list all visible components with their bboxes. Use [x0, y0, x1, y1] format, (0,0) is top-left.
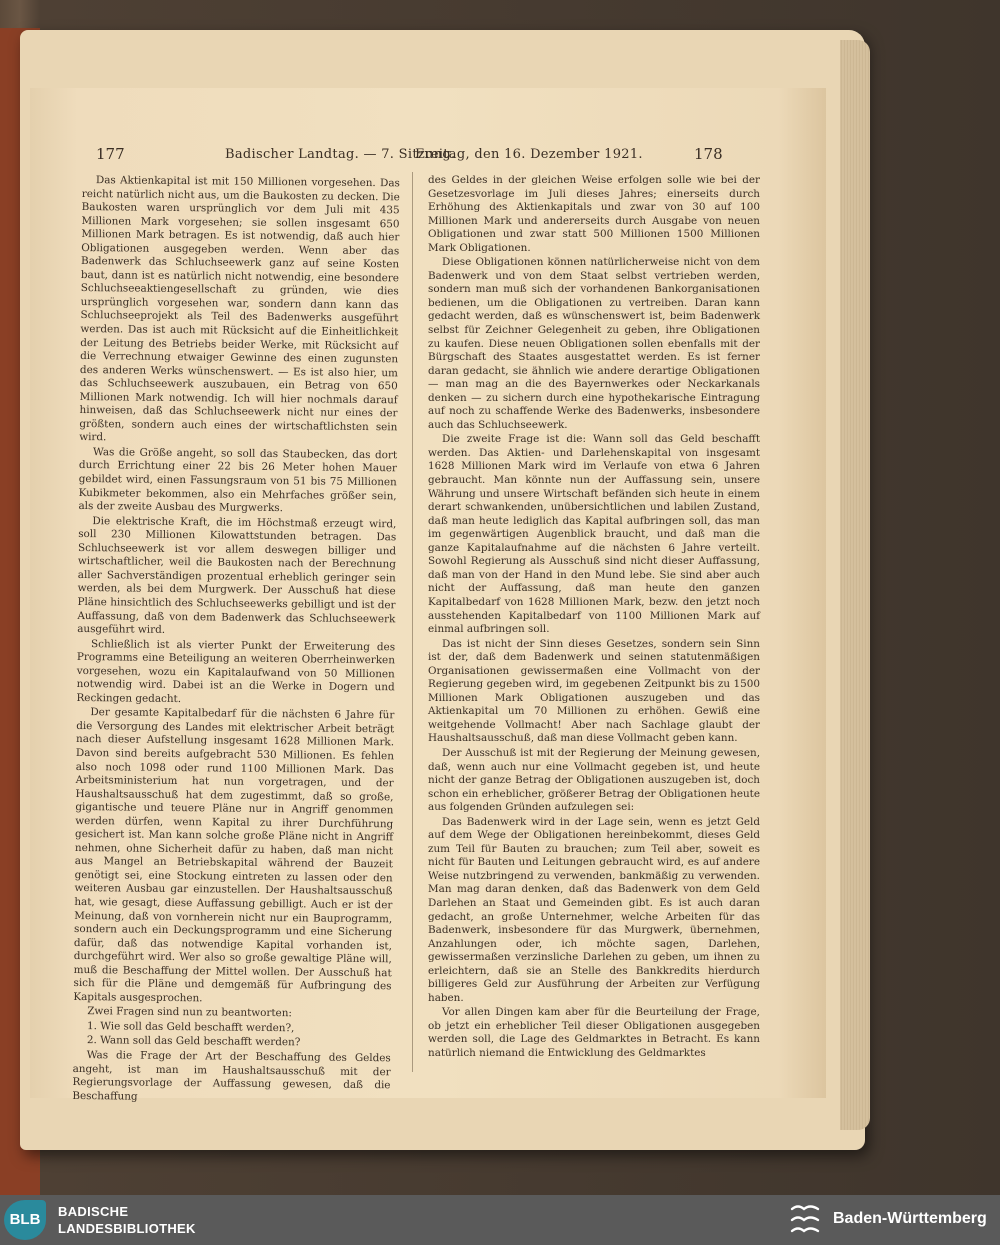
paragraph: Diese Obligationen können natürlicherweise nicht von dem Badenwerk und von dem Staat selbst vertrieben werden, sondern man muß sich der vorhandenen Bankorganisationen bedienen, um die Obligationen zu vertreiben. Daran kann gedacht werden, daß es wünschenswert ist, beim Badenwerk selbst für Zeichner Gelegenheit zu geben, ihre Obligationen zu kaufen. Diese neuen Obligationen sollen ebenfalls mit der Bürgschaft des Staates ausgestattet werden. Es ist ferner daran gedacht, sie ähnlich wie andere derartige Obligationen — man mag an die des Bayernwerkes oder Neckarkanals denken — zu sichern durch eine hypothekarische Eintragung auf noch zu schaffende Werke des Badenwerks, insbesondere auch das Schluchseewerk.	[428, 256, 760, 431]
page-edges	[840, 40, 870, 1130]
paragraph: Zwei Fragen sind nun zu beantworten:	[87, 1005, 292, 1020]
running-title-left: Badischer Landtag. — 7. Sitzung.	[225, 147, 456, 162]
paragraph: Das Aktienkapital ist mit 150 Millionen vorgesehen. Das reicht natürlich nicht aus, um die Baukosten zu decken. Die Baukosten waren ursprünglich vor dem Juli mit 435 Millionen Mark vorgesehen; sie sollen insgesamt 650 Millionen Mark betragen. Es ist notwendig, daß auch hier Obligationen ausgegeben werden. Wenn aber das Badenwerk das Schluchseewerk ganz auf seine Kosten baut, dann ist es natürlich nicht notwendig, eine besondere Schluchseeaktiengesellschaft zu gründen, wie dies ursprünglich vorgesehen war, sondern dann kann das Schluchseeprojekt als Teil des Badenwerks ausgeführt werden. Das ist auch mit Rücksicht auf die Einheitlichkeit der Leitung des Betriebs beider Werke, mit Rücksicht auf die Verrechnung etwaiger Gewinne des einen zugunsten des anderen Werks wünschenswert. — Es ist also hier, um das Schluchseewerk auszubauen, ein Betrag von 650 Millionen Mark notwendig. Ich will hier nochmals darauf hinweisen, daß das Schluchseewerk nicht nur eines der größten, sondern auch eines der wirtschaftlichsten sein wird.	[79, 174, 400, 444]
paragraph: Schließlich ist als vierter Punkt der Erweiterung des Programms eine Beteiligung an weiteren Oberrheinwerken vorgesehen, wozu ein Kapitalaufwand von 50 Millionen notwendig wird. Dabei ist an die Werke in Dogern und Reckingen gedacht.	[76, 637, 396, 705]
library-name-line1: BADISCHE	[58, 1204, 129, 1219]
running-header	[30, 145, 826, 167]
paragraph: Der Ausschuß ist mit der Regierung der Meinung gewesen, daß, wenn auch nur eine Vollmacht gegeben ist, und heute nicht der ganze Betrag der Obligationen auszugeben ist, doch schon ein erheblicher, größerer Betrag der Obligationen heute aus folgenden Gründen aufzulegen sei:	[428, 746, 760, 814]
document-page	[30, 88, 826, 1103]
paragraph: Die zweite Frage ist die: Wann soll das Geld beschafft werden. Das Aktien- und Darlehenskapital von insgesamt 1628 Millionen Mark wird im Verlaufe von etwa 6 Jahren gebraucht. Man könnte nun der Auffassung sein, unsere Währung und unsere Wirtschaft befänden sich heute in einem derart schwankenden, unübersichtlichen und labilen Zustand, daß man heute lediglich das Kapital aufbringen soll, das man im gegenwärtigen Augenblick braucht, und daß man die ganze Kapitalaufnahme auf die nächsten 6 Jahre verteilt. Sowohl Regierung als Ausschuß sind nicht dieser Auffassung, daß man von der Hand in den Mund lebe. Sie sind aber auch nicht der Auffassung, daß man heute den ganzen Kapitalbedarf von 1628 Millionen Mark, bezw. den jetzt noch ausstehenden Kapitalbedarf von 1100 Millionen Mark auf einmal aufbringen soll.	[428, 433, 760, 636]
blb-logo[interactable]: BLB	[4, 1200, 46, 1240]
column-divider	[412, 172, 413, 1072]
running-title-right: Freitag, den 16. Dezember 1921.	[415, 147, 643, 162]
paragraph: Das Badenwerk wird in der Lage sein, wenn es jetzt Geld auf dem Wege der Obligationen hereinbekommt, dieses Geld zum Teil für Bauten zu brauchen; zum Teil aber, soweit es nicht für Bauten und Leitungen gebraucht wird, es auf andere Weise nutzbringend zu verwenden, bankmäßig zu verwenden. Man mag daran denken, daß das Badenwerk von dem Geld Darlehen an Staat und Gemeinden gibt. Es ist auch daran gedacht, an große Unternehmer, welche Arbeiten für das Badenwerk, insbesondere für das Murgwerk, übernehmen, Anzahlungen oder, ich möchte sagen, Darlehen, gewissermaßen verzinsliche Darlehen zu geben, um ihnen zu erleichtern, daß sie an Stelle des Bankkredits hierdurch billigeres Geld zur Ausführung der Arbeiten zur Verfügung haben.	[428, 815, 760, 1004]
text-column-right	[428, 174, 760, 1061]
paragraph: Vor allen Dingen kam aber für die Beurteilung der Frage, ob jetzt ein erheblicher Teil dieser Obligationen ausgegeben werden soll, die Lage des Geldmarktes in Betracht. Es kann natürlich niemand die Entwicklung des Geldmarktes	[428, 1006, 760, 1059]
library-name-line2: LANDESBIBLIOTHEK	[58, 1221, 196, 1236]
lion-emblem-icon	[788, 1201, 822, 1239]
paragraph: des Geldes in der gleichen Weise erfolgen solle wie bei der Gesetzesvorlage im Juli dieses Jahres; einerseits durch Erhöhung des Aktienkapitals und zwar von 30 auf 100 Millionen Mark und andererseits durch Ausgabe von neuen Obligationen und zwar statt 500 Millionen 1500 Millionen Mark Obligationen.	[428, 174, 760, 254]
page-number-right: 178	[694, 145, 723, 163]
paragraph: 2. Wann soll das Geld beschafft werden?	[86, 1034, 301, 1049]
paragraph: Was die Frage der Art der Beschaffung des Geldes angeht, ist man im Haushaltsausschuß mit der Regierungsvorlage der Auffassung gewesen, daß die Beschaffung	[72, 1049, 391, 1103]
footer-bar	[0, 1195, 1000, 1245]
paragraph: Das ist nicht der Sinn dieses Gesetzes, sondern sein Sinn ist der, daß dem Badenwerk und seinen statutenmäßigen Organisationen gewissermaßen eine Vollmacht von der Regierung gegeben wird, im gegebenen Zeitpunkt bis zu 1500 Millionen Mark Obligationen auszugeben und das Aktienkapital um 70 Millionen zu erhöhen. Gewiß eine weitgehende Vollmacht! Aber nach Sachlage glaubt der Haushaltsausschuß, daß man diese Vollmacht geben kann.	[428, 637, 760, 745]
text-column-left	[72, 174, 400, 1106]
paragraph: Was die Größe angeht, so soll das Staubecken, das dort durch Errichtung einer 22 bis 26 Meter hohen Mauer gebildet wird, einen Fassungsraum von 51 bis 75 Millionen Kubikmeter bekommen, also ein Mehrfaches größer sein, als der zweite Ausbau des Murgwerks.	[78, 446, 398, 515]
paragraph: Der gesamte Kapitalbedarf für die nächsten 6 Jahre für die Versorgung des Landes mit elektrischer Arbeit beträgt nach dieser Aufstellung insgesamt 1628 Millionen Mark. Davon sind bereits aufgebracht 530 Millionen. Es fehlen also noch 1098 oder rund 1100 Millionen Mark. Das Arbeitsministerium hat nun vorgetragen, und der Haushaltsausschuß hat dem zugestimmt, daß so große, gigantische und teuere Pläne nur in Angriff genommen werden dürfen, wenn Kapital zu ihrer Durchführung gesichert ist. Man kann solche große Pläne nicht in Angriff nehmen, ohne Sicherheit dafür zu haben, daß man nicht aus Mangel an Betriebskapital während der Bauzeit genötigt sei, eine Stockung eintreten zu lassen oder den weiteren Ausbau gar einzustellen. Der Haushaltsausschuß hat, wie gesagt, diese Auffassung gebilligt. Auch er ist der Meinung, daß von vornherein nicht nur ein Bauprogramm, sondern auch ein Deckungsprogramm und eine Sicherung dafür, daß das notwendige Kapital vorhanden ist, durchgeführt wird. Wer also so große gewaltige Pläne will, muß die Beschaffung der Mittel wollen. Der Ausschuß hat sich für die Pläne und demgemäß für Aufbringung des Kapitals ausgesprochen.	[73, 706, 395, 1005]
paragraph: Die elektrische Kraft, die im Höchstmaß erzeugt wird, soll 230 Millionen Kilowattstunden betragen. Das Schluchseewerk ist vor allem deswegen billiger und wirtschaftlicher, weil die Baukosten nach der Berechnung aller Sachverständigen prozentual erheblich geringer sein werden, als bei dem Murgwerk. Der Ausschuß hat diese Pläne hinsichtlich des Schluchseewerks gebilligt und ist der Auffassung, daß von dem Badenwerk das Schluchseewerk ausgeführt wird.	[77, 514, 397, 636]
state-name[interactable]: Baden-Württemberg	[833, 1210, 987, 1227]
library-name	[58, 1203, 196, 1237]
paragraph: 1. Wie soll das Geld beschafft werden?,	[87, 1020, 295, 1035]
page-number-left: 177	[96, 145, 125, 163]
